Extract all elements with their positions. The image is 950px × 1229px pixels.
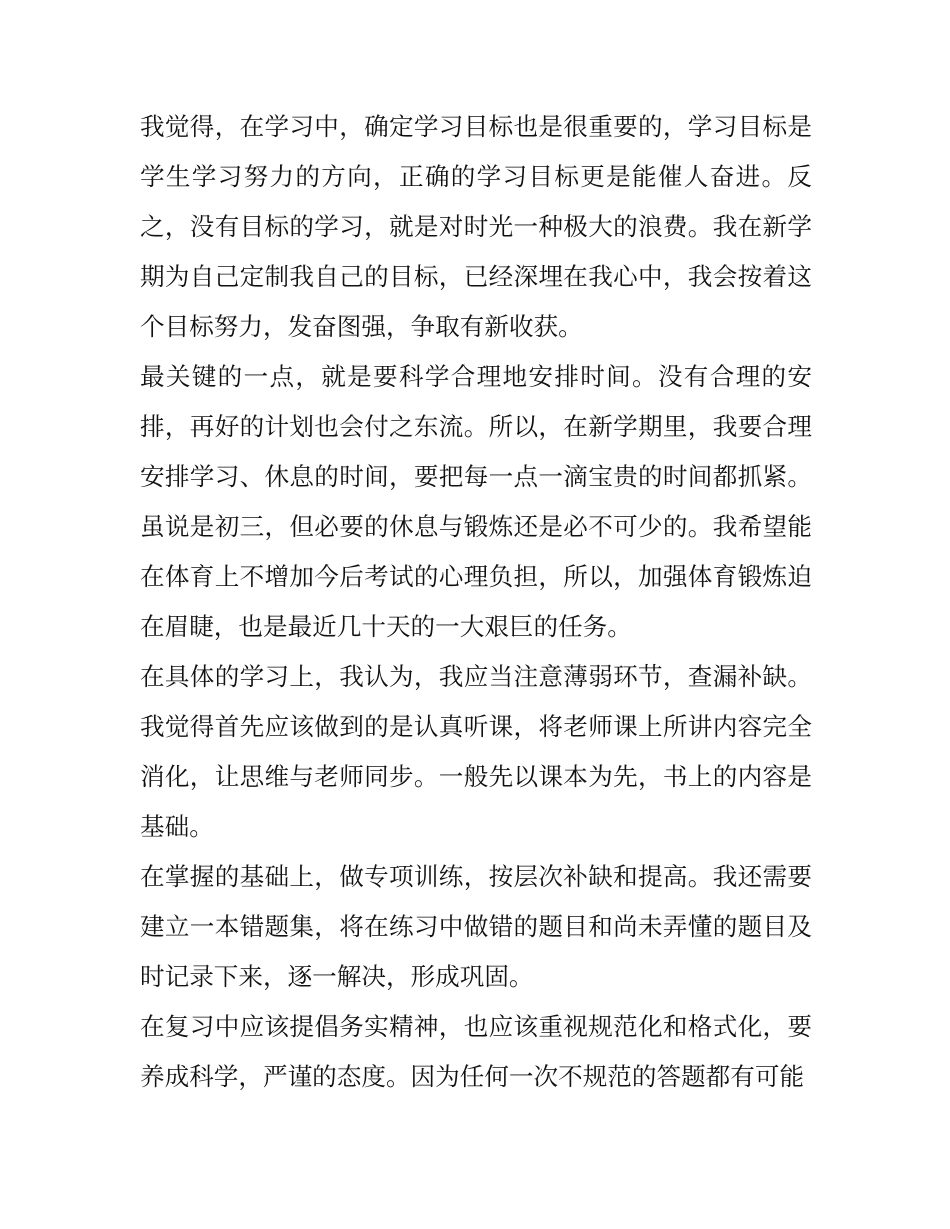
paragraph-4: 在掌握的基础上，做专项训练，按层次补缺和提高。我还需要建立一本错题集，将在练习中做错的题目和尚未弄懂的题目及时记录下来，逐一解决，形成巩固。 — [140, 862, 812, 991]
paragraph-5: 在复习中应该提倡务实精神，也应该重视规范化和格式化，要养成科学，严谨的态度。因为任何一次不规范的答题都有可能 — [140, 1012, 812, 1091]
paragraph-2: 最关键的一点，就是要科学合理地安排时间。没有合理的安排，再好的计划也会付之东流。所以，在新学期里，我要合理安排学习、休息的时间，要把每一点一滴宝贵的时间都抓紧。虽说是初三，但必要的休息与锻炼还是必不可少的。我希望能在体育上不增加今后考试的心理负担，所以，加强体育锻炼迫在眉睫，也是最近几十天的一大艰巨的任务。 — [140, 362, 812, 641]
paragraph-1: 我觉得，在学习中，确定学习目标也是很重要的，学习目标是学生学习努力的方向，正确的学习目标更是能催人奋进。反之，没有目标的学习，就是对时光一种极大的浪费。我在新学期为自己定制我自己的目标，已经深埋在我心中，我会按着这个目标努力，发奋图强，争取有新收获。 — [140, 112, 812, 341]
document-body — [140, 102, 812, 1102]
paragraph-3: 在具体的学习上，我认为，我应当注意薄弱环节，查漏补缺。我觉得首先应该做到的是认真听课，将老师课上所讲内容完全消化，让思维与老师同步。一般先以课本为先，书上的内容是基础。 — [140, 662, 812, 841]
